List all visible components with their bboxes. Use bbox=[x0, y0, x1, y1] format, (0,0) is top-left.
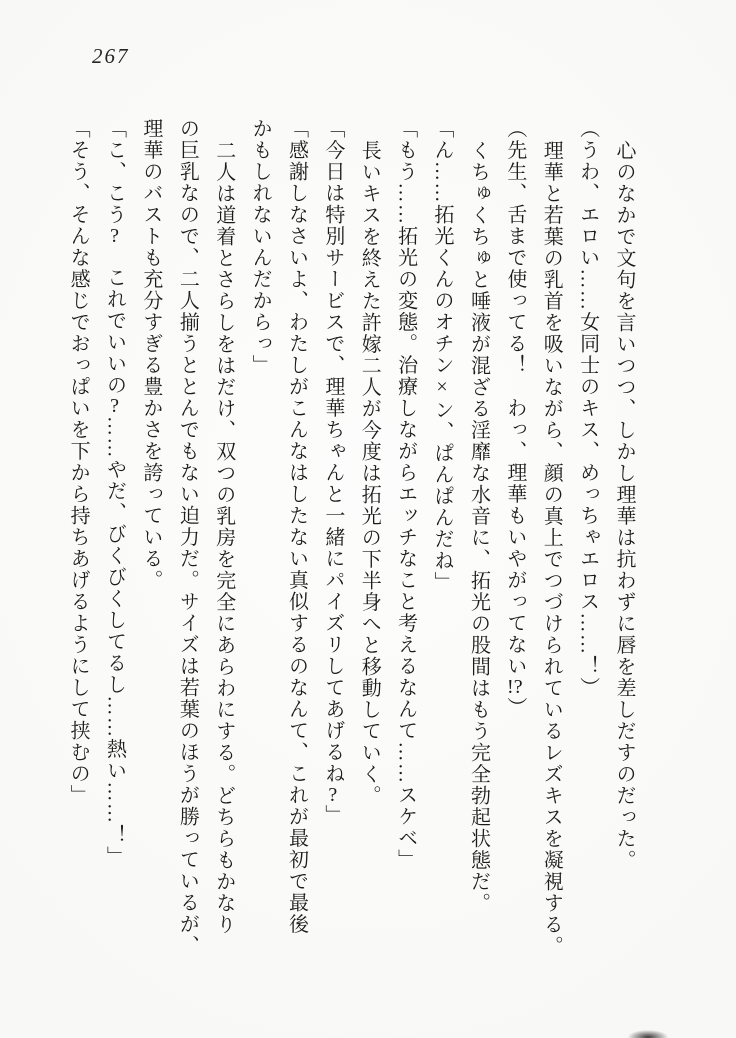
text-line: 二人は道着とさらしをはだけ、双つの乳房を完全にあらわにする。どちらもかなり bbox=[212, 139, 235, 935]
text-line: 「今日は特別サービスで、理華ちゃんと一緒にパイズリしてあげるね?」 bbox=[321, 118, 344, 826]
text-line: （うわ、エロい……女同士のキス、めっちゃエロス……！） bbox=[576, 118, 599, 699]
text-line: くちゅくちゅと唾液が混ざる淫靡な水音に、拓光の股間はもう完全勃起状態だ。 bbox=[467, 139, 490, 914]
text-block bbox=[60, 118, 642, 1034]
tatechuyoko-punctuation: ? bbox=[110, 225, 119, 246]
tatechuyoko-punctuation: !? bbox=[507, 677, 523, 697]
scan-edge-artifact bbox=[628, 1030, 668, 1038]
tatechuyoko-punctuation: ? bbox=[328, 784, 338, 805]
text-line: 「ん……拓光くんのオチン×ン、ぱんぱんだね」 bbox=[431, 118, 454, 593]
text-line: （先生、舌まで使ってる！ わっ、理華もいやがってない!?） bbox=[503, 118, 526, 719]
text-line: かもしれないんだからっ」 bbox=[249, 118, 272, 376]
text-line: 「そう、そんな感じでおっぱいを下から持ちあげるようにして挟むの」 bbox=[67, 118, 90, 806]
text-line: の巨乳なので、二人揃うととんでもない迫力だ。サイズは若葉のほうが勝っているが、 bbox=[176, 118, 199, 957]
text-line: 理華のバストも充分すぎる豊かさを誇っている。 bbox=[139, 118, 162, 591]
tatechuyoko-punctuation: ? bbox=[110, 396, 119, 416]
text-line: 「感謝しなさいよ、わたしがこんなはしたない真似するのなんて、これが最初で最後 bbox=[285, 118, 308, 935]
text-line: 心のなかで文句を言いつつ、しかし理華は抗わずに唇を差しだすのだった。 bbox=[613, 139, 635, 871]
page-number: 267 bbox=[92, 44, 130, 68]
text-line: 長いキスを終えた許嫁二人が今度は拓光の下半身へと移動していく。 bbox=[358, 139, 381, 806]
text-line: 「こ、こう? これでいいの?……やだ、びくびくしてるし……熱い……！」 bbox=[103, 118, 126, 868]
text-line: 理華と若葉の乳首を吸いながら、顔の真上でつづけられているレズキスを凝視する。 bbox=[540, 139, 563, 957]
text-line: 「もう……拓光の変態。治療しながらエッチなこと考えるなんて……スケベ」 bbox=[394, 118, 417, 871]
